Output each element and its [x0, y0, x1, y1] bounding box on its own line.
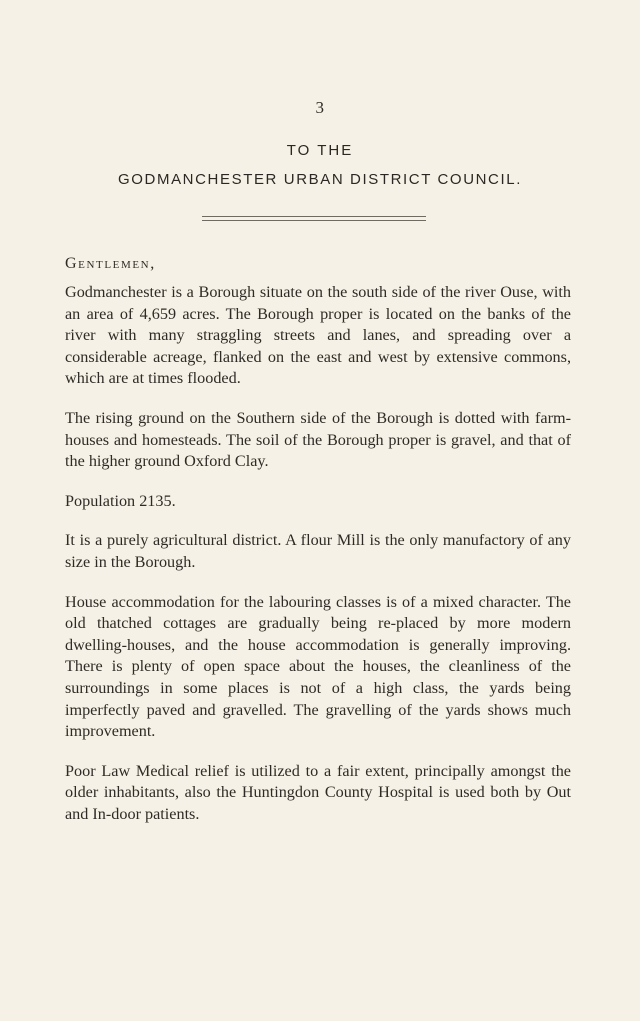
letter-body: [65, 282, 571, 843]
double-rule-divider: [202, 216, 426, 221]
paragraph-medical-relief: Poor Law Medical relief is utilized to a fair extent, principally amongst the older inhabitants, also the Huntingdon County Hospital is used both by Out and In-door patients.: [65, 761, 571, 823]
heading-council-name: GODMANCHESTER URBAN DISTRICT COUNCIL.: [118, 171, 522, 188]
paragraph-house-accommodation: House accommodation for the labouring classes is of a mixed character. The old thatched cottages are gradually being re-placed by more modern dwelling-houses, and the house accommodation is generally improving. There is plenty of open space about the houses, the cleanliness of the surroundings in some places is not of a high class, the yards being imperfectly paved and gravelled. The gravelling of the yards shows much improvement.: [65, 592, 571, 741]
paragraph-population: Population 2135.: [65, 491, 176, 510]
paragraph-borough-description: Godmanchester is a Borough situate on the south side of the river Ouse, with an area of 4,659 acres. The Borough proper is located on the banks of the river with many straggling streets and lanes, and spreading over a considerable acreage, flanked on the east and west by extensive commons, which are at times flooded.: [65, 283, 571, 388]
paragraph-rising-ground: The rising ground on the Southern side of the Borough is dotted with farm-houses and homesteads. The soil of the Borough proper is gravel, and that of the higher ground Oxford Clay.: [65, 408, 571, 471]
salutation: Gentlemen,: [65, 255, 156, 272]
paragraph-agricultural-district: It is a purely agricultural district. A flour Mill is the only manufactory of any size in the Borough.: [65, 531, 571, 571]
heading-to-the: TO THE: [286, 142, 354, 159]
page-number: 3: [315, 98, 325, 117]
